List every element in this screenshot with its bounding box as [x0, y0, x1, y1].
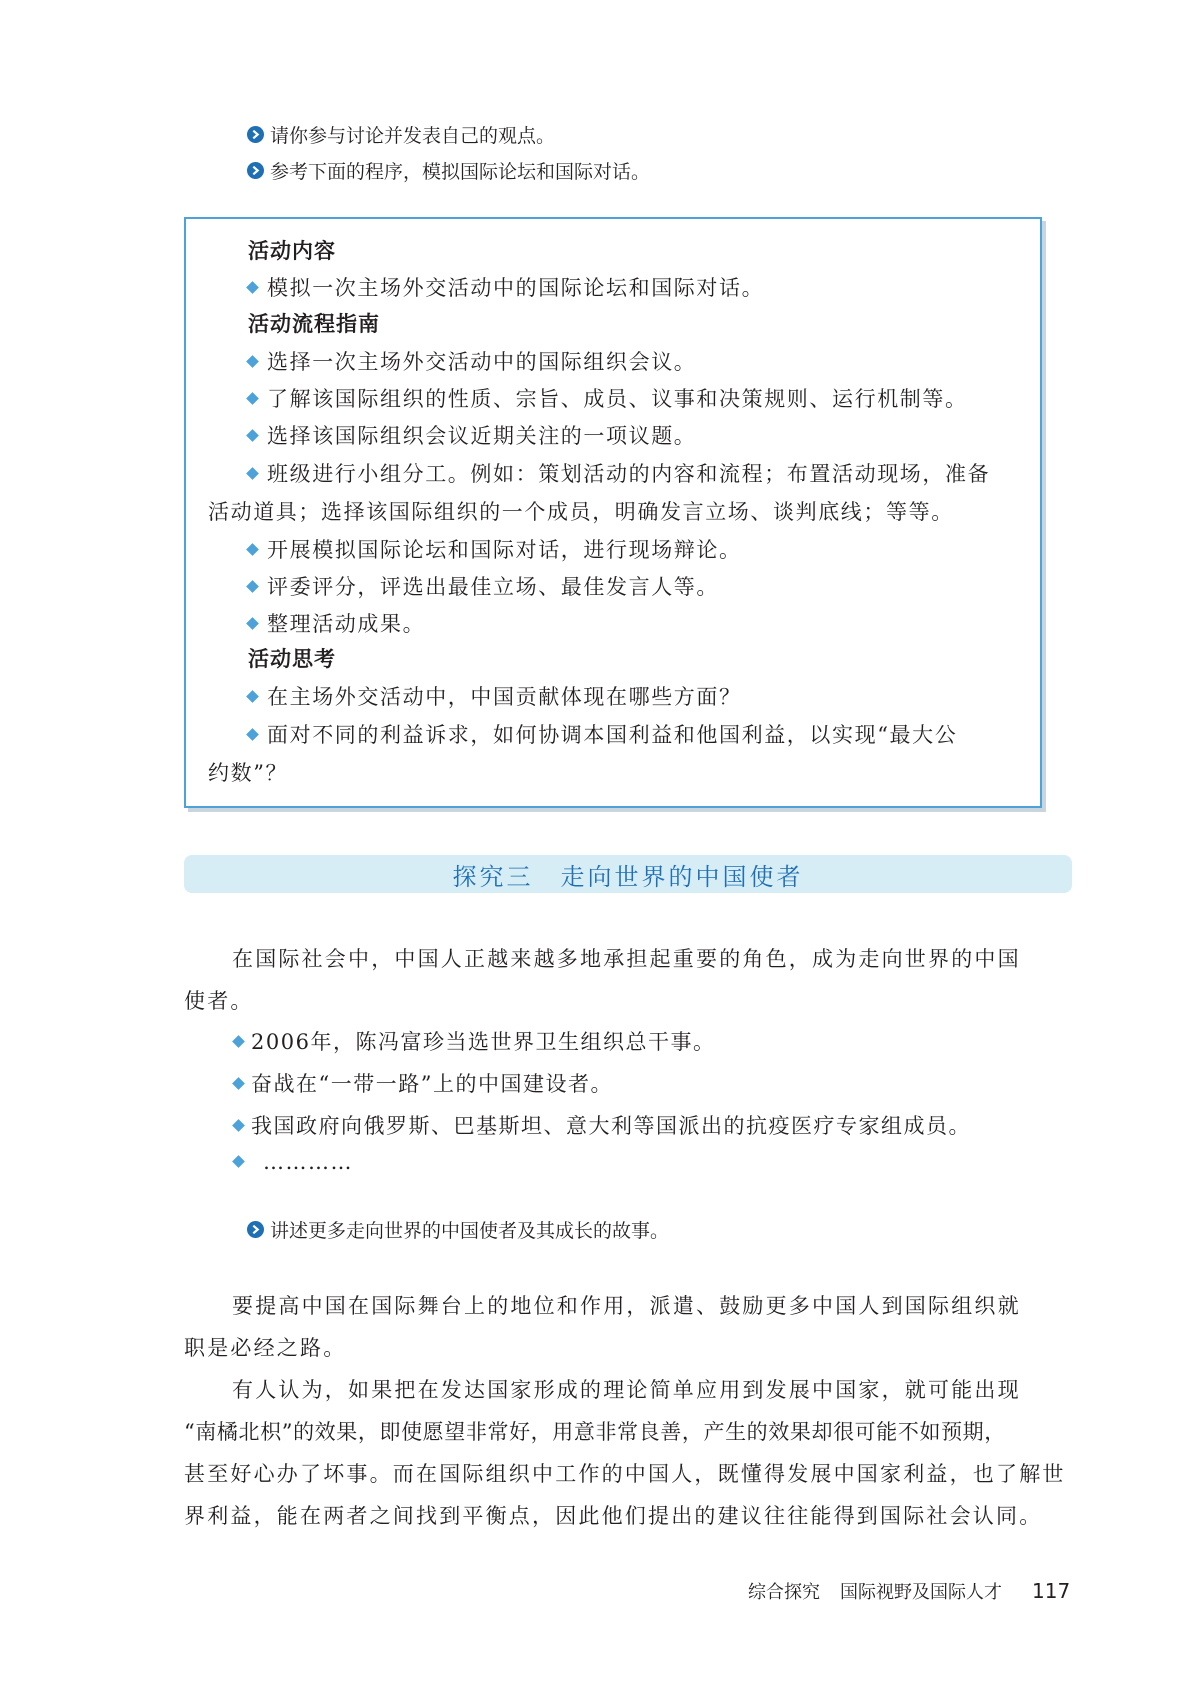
- activity-box: [184, 217, 1042, 808]
- think-item-continued: 约数”？: [208, 761, 289, 785]
- list-item: 2006年，陈冯富珍当选世界卫生组织总干事。: [234, 1026, 715, 1056]
- diamond-bullet-icon: [246, 728, 259, 741]
- list-item: …………: [234, 1150, 353, 1174]
- diamond-bullet-icon: [232, 1077, 245, 1090]
- activity-think-heading: 活动思考: [248, 647, 336, 671]
- diamond-bullet-icon: [246, 392, 259, 405]
- section-banner: [184, 855, 1072, 893]
- arrow-bullet-icon: [247, 162, 264, 179]
- guide-item: 选择该国际组织会议近期关注的一项议题。: [248, 420, 696, 450]
- paragraph-2-line-2: “南橘北枳”的效果，即使愿望非常好，用意非常良善，产生的效果却很可能不如预期，: [184, 1420, 1006, 1444]
- guide-item: 评委评分，评选出最佳立场、最佳发言人等。: [248, 571, 719, 601]
- intro-paragraph: 在国际社会中，中国人正越来越多地承担起重要的角色，成为走向世界的中国: [232, 947, 1021, 971]
- think-item: 面对不同的利益诉求，如何协调本国利益和他国利益，以实现“最大公: [248, 719, 957, 749]
- diamond-bullet-icon: [246, 281, 259, 294]
- footer-book: 综合探究: [748, 1582, 820, 1603]
- paragraph-2: 有人认为，如果把在发达国家形成的理论简单应用到发展中国家，就可能出现: [232, 1378, 1021, 1402]
- guide-item: 了解该国际组织的性质、宗旨、成员、议事和决策规则、运行机制等。: [248, 383, 968, 413]
- diamond-bullet-icon: [232, 1155, 245, 1168]
- guide-item-continued: 活动道具；选择该国际组织的一个成员，明确发言立场、谈判底线；等等。: [208, 500, 954, 524]
- diamond-bullet-icon: [246, 580, 259, 593]
- intro-paragraph-continued: 使者。: [184, 989, 254, 1013]
- diamond-bullet-icon: [246, 690, 259, 703]
- activity-content-item: 模拟一次主场外交活动中的国际论坛和国际对话。: [248, 272, 764, 302]
- list-item: 奋战在“一带一路”上的中国建设者。: [234, 1068, 613, 1098]
- prompt-text: 讲述更多走向世界的中国使者及其成长的故事。: [270, 1220, 670, 1242]
- diamond-bullet-icon: [246, 355, 259, 368]
- guide-item: 开展模拟国际论坛和国际对话，进行现场辩论。: [248, 534, 742, 564]
- prompt-tell-stories: [247, 1216, 669, 1243]
- prompt-simulate: [247, 157, 650, 184]
- diamond-bullet-icon: [246, 543, 259, 556]
- activity-content-heading: 活动内容: [248, 239, 336, 263]
- paragraph-2-line-3: 甚至好心办了坏事。而在国际组织中工作的中国人，既懂得发展中国家利益，也了解世: [184, 1462, 1066, 1486]
- prompt-text: 参考下面的程序，模拟国际论坛和国际对话。: [270, 161, 651, 183]
- guide-item: 选择一次主场外交活动中的国际组织会议。: [248, 346, 696, 376]
- diamond-bullet-icon: [232, 1119, 245, 1132]
- paragraph-1: 要提高中国在国际舞台上的地位和作用，派遣、鼓励更多中国人到国际组织就: [232, 1294, 1021, 1318]
- page-footer: [748, 1578, 1070, 1604]
- arrow-bullet-icon: [247, 1221, 264, 1238]
- diamond-bullet-icon: [246, 617, 259, 630]
- guide-item: 整理活动成果。: [248, 608, 425, 638]
- paragraph-1-continued: 职是必经之路。: [184, 1336, 347, 1360]
- arrow-bullet-icon: [247, 126, 264, 143]
- footer-chapter: 国际视野及国际人才: [840, 1582, 1002, 1603]
- paragraph-2-line-4: 界利益，能在两者之间找到平衡点，因此他们提出的建议往往能得到国际社会认同。: [184, 1504, 1043, 1528]
- diamond-bullet-icon: [232, 1035, 245, 1048]
- activity-guide-heading: 活动流程指南: [248, 312, 380, 336]
- prompt-text: 请你参与讨论并发表自己的观点。: [270, 125, 556, 147]
- list-item: 我国政府向俄罗斯、巴基斯坦、意大利等国派出的抗疫医疗专家组成员。: [234, 1110, 971, 1140]
- section-title: 探究三 走向世界的中国使者: [452, 862, 804, 891]
- guide-item: 班级进行小组分工。例如：策划活动的内容和流程；布置活动现场，准备: [248, 458, 990, 488]
- diamond-bullet-icon: [246, 467, 259, 480]
- page-number: 117: [1032, 1579, 1071, 1603]
- diamond-bullet-icon: [246, 429, 259, 442]
- prompt-discuss: [247, 121, 555, 148]
- think-item: 在主场外交活动中，中国贡献体现在哪些方面？: [248, 681, 742, 711]
